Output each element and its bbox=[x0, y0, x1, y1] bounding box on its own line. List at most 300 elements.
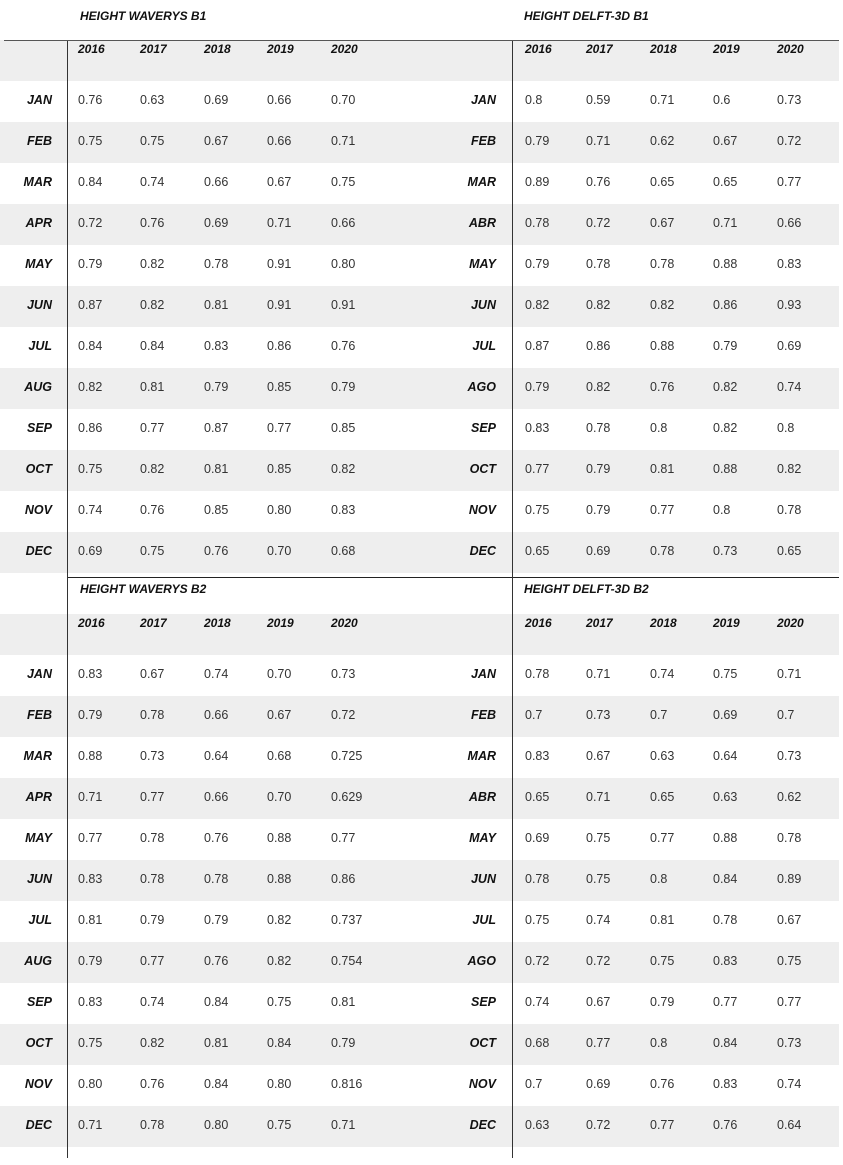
table-row bbox=[421, 532, 839, 573]
table-row bbox=[0, 81, 421, 122]
table-row bbox=[0, 778, 421, 819]
table-cell: 0.83 bbox=[525, 421, 550, 435]
table-cell: 0.68 bbox=[267, 749, 292, 763]
month-label: SEP bbox=[470, 995, 496, 1009]
month-label: SEP bbox=[26, 421, 52, 435]
table-cell: 0.81 bbox=[78, 913, 103, 927]
table-cell: 0.6 bbox=[713, 93, 731, 107]
table-cell: 0.83 bbox=[777, 257, 802, 271]
table-cell: 0.67 bbox=[650, 216, 675, 230]
month-label: OCT bbox=[469, 1036, 496, 1050]
table-cell: 0.73 bbox=[586, 708, 611, 722]
table-cell: 0.78 bbox=[586, 257, 611, 271]
table-cell: 0.72 bbox=[525, 954, 550, 968]
table-cell: 0.82 bbox=[586, 380, 611, 394]
table-row bbox=[421, 163, 839, 204]
table-cell: 0.78 bbox=[140, 1118, 165, 1132]
table-cell: 0.81 bbox=[204, 1036, 229, 1050]
left-column-divider bbox=[67, 41, 68, 1158]
table-waverys-b2 bbox=[0, 614, 421, 1147]
table-row bbox=[421, 491, 839, 532]
table-cell: 0.79 bbox=[525, 134, 550, 148]
table-cell: 0.65 bbox=[525, 544, 550, 558]
year-header: 2019 bbox=[267, 616, 294, 630]
table-cell: 0.85 bbox=[267, 462, 292, 476]
table-cell: 0.70 bbox=[331, 93, 356, 107]
table-row bbox=[421, 737, 839, 778]
table-cell: 0.88 bbox=[713, 462, 738, 476]
year-header: 2020 bbox=[331, 42, 358, 56]
table-row bbox=[0, 450, 421, 491]
month-label: ABR bbox=[468, 216, 496, 230]
table-cell: 0.78 bbox=[650, 257, 675, 271]
table-cell: 0.73 bbox=[777, 749, 802, 763]
table-row bbox=[0, 860, 421, 901]
year-header: 2019 bbox=[267, 42, 294, 56]
table-row bbox=[421, 204, 839, 245]
table-row bbox=[0, 1106, 421, 1147]
table-row bbox=[421, 450, 839, 491]
table-cell: 0.82 bbox=[525, 298, 550, 312]
year-header: 2020 bbox=[777, 616, 804, 630]
table-cell: 0.70 bbox=[267, 790, 292, 804]
month-label: FEB bbox=[27, 134, 52, 148]
table-row bbox=[0, 368, 421, 409]
table-cell: 0.66 bbox=[331, 216, 356, 230]
table-cell: 0.84 bbox=[713, 1036, 738, 1050]
table-cell: 0.88 bbox=[78, 749, 103, 763]
table-cell: 0.7 bbox=[525, 708, 543, 722]
year-header: 2019 bbox=[713, 616, 740, 630]
table-cell: 0.69 bbox=[204, 216, 229, 230]
table-cell: 0.78 bbox=[140, 872, 165, 886]
table-cell: 0.82 bbox=[777, 462, 802, 476]
table-cell: 0.74 bbox=[78, 503, 103, 517]
month-label: NOV bbox=[468, 503, 496, 517]
table-cell: 0.72 bbox=[78, 216, 103, 230]
table-cell: 0.79 bbox=[78, 708, 103, 722]
table-cell: 0.83 bbox=[713, 1077, 738, 1091]
table-row bbox=[421, 655, 839, 696]
month-label: NOV bbox=[24, 1077, 52, 1091]
table-cell: 0.80 bbox=[78, 1077, 103, 1091]
table-cell: 0.76 bbox=[331, 339, 356, 353]
month-label: NOV bbox=[468, 1077, 496, 1091]
table-cell: 0.65 bbox=[650, 790, 675, 804]
table-cell: 0.89 bbox=[777, 872, 802, 886]
table-cell: 0.82 bbox=[140, 298, 165, 312]
table-row bbox=[0, 942, 421, 983]
table-cell: 0.78 bbox=[204, 257, 229, 271]
year-header: 2018 bbox=[204, 616, 231, 630]
table-cell: 0.71 bbox=[331, 134, 356, 148]
month-label: MAY bbox=[25, 831, 52, 845]
table-cell: 0.72 bbox=[586, 1118, 611, 1132]
table-cell: 0.76 bbox=[140, 216, 165, 230]
year-header: 2017 bbox=[586, 42, 613, 56]
table-cell: 0.66 bbox=[267, 134, 292, 148]
month-label: DEC bbox=[469, 1118, 496, 1132]
month-label: APR bbox=[25, 216, 52, 230]
table-cell: 0.7 bbox=[777, 708, 795, 722]
table-cell: 0.83 bbox=[331, 503, 356, 517]
table-cell: 0.79 bbox=[586, 462, 611, 476]
table-cell: 0.77 bbox=[267, 421, 292, 435]
table-row bbox=[421, 409, 839, 450]
table-cell: 0.75 bbox=[267, 1118, 292, 1132]
year-header: 2019 bbox=[713, 42, 740, 56]
table-cell: 0.85 bbox=[331, 421, 356, 435]
table-cell: 0.63 bbox=[140, 93, 165, 107]
table-cell: 0.78 bbox=[525, 872, 550, 886]
top-rule bbox=[4, 40, 839, 41]
table-cell: 0.69 bbox=[204, 93, 229, 107]
table-cell: 0.80 bbox=[267, 503, 292, 517]
middle-rule bbox=[68, 577, 839, 578]
month-label: FEB bbox=[471, 134, 496, 148]
table-row bbox=[0, 327, 421, 368]
month-label: APR bbox=[25, 790, 52, 804]
table-cell: 0.68 bbox=[525, 1036, 550, 1050]
table-cell: 0.71 bbox=[331, 1118, 356, 1132]
table-cell: 0.69 bbox=[525, 831, 550, 845]
table-cell: 0.71 bbox=[78, 1118, 103, 1132]
table-cell: 0.78 bbox=[140, 831, 165, 845]
table-cell: 0.83 bbox=[78, 872, 103, 886]
table-title-waverys-b2: HEIGHT WAVERYS B2 bbox=[80, 582, 207, 596]
table-cell: 0.76 bbox=[586, 175, 611, 189]
table-cell: 0.79 bbox=[204, 913, 229, 927]
table-cell: 0.59 bbox=[586, 93, 611, 107]
year-header: 2017 bbox=[140, 616, 167, 630]
table-title-delft-b1: HEIGHT DELFT-3D B1 bbox=[524, 9, 649, 23]
year-header: 2016 bbox=[78, 616, 105, 630]
table-cell: 0.81 bbox=[650, 462, 675, 476]
table-cell: 0.77 bbox=[777, 175, 802, 189]
month-label: MAR bbox=[23, 175, 52, 189]
table-cell: 0.77 bbox=[650, 1118, 675, 1132]
month-label: JUL bbox=[472, 339, 496, 353]
table-row bbox=[421, 860, 839, 901]
table-cell: 0.85 bbox=[204, 503, 229, 517]
table-row bbox=[421, 327, 839, 368]
table-cell: 0.79 bbox=[140, 913, 165, 927]
table-cell: 0.86 bbox=[267, 339, 292, 353]
year-header: 2020 bbox=[331, 616, 358, 630]
table-cell: 0.88 bbox=[650, 339, 675, 353]
table-row bbox=[421, 901, 839, 942]
table-cell: 0.84 bbox=[204, 995, 229, 1009]
table-cell: 0.8 bbox=[525, 93, 543, 107]
table-cell: 0.66 bbox=[204, 790, 229, 804]
table-cell: 0.78 bbox=[204, 872, 229, 886]
table-cell: 0.75 bbox=[140, 544, 165, 558]
table-cell: 0.65 bbox=[525, 790, 550, 804]
table-cell: 0.7 bbox=[525, 1077, 543, 1091]
table-cell: 0.69 bbox=[777, 339, 802, 353]
table-cell: 0.63 bbox=[713, 790, 738, 804]
month-label: OCT bbox=[469, 462, 496, 476]
table-cell: 0.78 bbox=[713, 913, 738, 927]
table-cell: 0.72 bbox=[586, 216, 611, 230]
table-row bbox=[0, 491, 421, 532]
table-cell: 0.65 bbox=[777, 544, 802, 558]
month-label: JUL bbox=[472, 913, 496, 927]
table-cell: 0.91 bbox=[267, 298, 292, 312]
table-cell: 0.62 bbox=[650, 134, 675, 148]
table-cell: 0.74 bbox=[140, 175, 165, 189]
table-cell: 0.67 bbox=[267, 175, 292, 189]
table-cell: 0.75 bbox=[78, 1036, 103, 1050]
table-cell: 0.76 bbox=[713, 1118, 738, 1132]
month-label: AUG bbox=[24, 380, 52, 394]
table-cell: 0.77 bbox=[331, 831, 356, 845]
month-label: JUL bbox=[28, 913, 52, 927]
month-label: SEP bbox=[470, 421, 496, 435]
month-label: SEP bbox=[26, 995, 52, 1009]
table-cell: 0.72 bbox=[777, 134, 802, 148]
table-cell: 0.74 bbox=[586, 913, 611, 927]
table-row bbox=[421, 81, 839, 122]
table-cell: 0.91 bbox=[331, 298, 356, 312]
month-label: OCT bbox=[25, 1036, 52, 1050]
month-label: AGO bbox=[467, 954, 496, 968]
table-cell: 0.8 bbox=[650, 1036, 668, 1050]
year-header: 2016 bbox=[78, 42, 105, 56]
table-title-waverys-b1: HEIGHT WAVERYS B1 bbox=[80, 9, 207, 23]
table-cell: 0.82 bbox=[267, 954, 292, 968]
month-label: NOV bbox=[24, 503, 52, 517]
month-label: JAN bbox=[470, 667, 496, 681]
table-cell: 0.77 bbox=[525, 462, 550, 476]
table-cell: 0.70 bbox=[267, 544, 292, 558]
header-row bbox=[0, 40, 421, 81]
table-cell: 0.78 bbox=[586, 421, 611, 435]
table-cell: 0.82 bbox=[140, 462, 165, 476]
table-cell: 0.76 bbox=[78, 93, 103, 107]
table-cell: 0.79 bbox=[586, 503, 611, 517]
table-cell: 0.78 bbox=[650, 544, 675, 558]
table-cell: 0.77 bbox=[650, 831, 675, 845]
table-cell: 0.63 bbox=[650, 749, 675, 763]
table-cell: 0.84 bbox=[267, 1036, 292, 1050]
table-cell: 0.84 bbox=[78, 339, 103, 353]
table-cell: 0.86 bbox=[586, 339, 611, 353]
table-cell: 0.66 bbox=[267, 93, 292, 107]
table-row bbox=[0, 1065, 421, 1106]
table-cell: 0.69 bbox=[78, 544, 103, 558]
table-row bbox=[0, 819, 421, 860]
table-cell: 0.77 bbox=[713, 995, 738, 1009]
table-cell: 0.78 bbox=[777, 503, 802, 517]
table-cell: 0.82 bbox=[140, 1036, 165, 1050]
table-cell: 0.8 bbox=[777, 421, 795, 435]
table-cell: 0.69 bbox=[586, 544, 611, 558]
month-label: DEC bbox=[25, 544, 52, 558]
table-title-delft-b2: HEIGHT DELFT-3D B2 bbox=[524, 582, 649, 596]
table-cell: 0.87 bbox=[525, 339, 550, 353]
table-cell: 0.75 bbox=[777, 954, 802, 968]
table-cell: 0.77 bbox=[78, 831, 103, 845]
table-cell: 0.81 bbox=[204, 462, 229, 476]
table-cell: 0.74 bbox=[777, 380, 802, 394]
month-label: JUL bbox=[28, 339, 52, 353]
table-cell: 0.75 bbox=[650, 954, 675, 968]
table-cell: 0.82 bbox=[586, 298, 611, 312]
table-row bbox=[0, 737, 421, 778]
table-row bbox=[421, 1106, 839, 1147]
table-cell: 0.79 bbox=[78, 954, 103, 968]
month-label: DEC bbox=[25, 1118, 52, 1132]
table-cell: 0.78 bbox=[525, 667, 550, 681]
table-cell: 0.80 bbox=[331, 257, 356, 271]
table-row bbox=[421, 942, 839, 983]
table-row bbox=[0, 983, 421, 1024]
header-row bbox=[421, 614, 839, 655]
table-row bbox=[0, 901, 421, 942]
table-waverys-b1 bbox=[0, 40, 421, 573]
table-cell: 0.68 bbox=[331, 544, 356, 558]
table-cell: 0.76 bbox=[650, 380, 675, 394]
month-label: OCT bbox=[25, 462, 52, 476]
table-cell: 0.79 bbox=[525, 380, 550, 394]
month-label: MAR bbox=[23, 749, 52, 763]
table-cell: 0.88 bbox=[267, 872, 292, 886]
table-cell: 0.82 bbox=[140, 257, 165, 271]
table-cell: 0.69 bbox=[713, 708, 738, 722]
table-cell: 0.71 bbox=[777, 667, 802, 681]
table-cell: 0.67 bbox=[713, 134, 738, 148]
table-cell: 0.71 bbox=[586, 667, 611, 681]
table-row bbox=[421, 819, 839, 860]
month-label: JAN bbox=[26, 93, 52, 107]
table-cell: 0.67 bbox=[586, 995, 611, 1009]
table-cell: 0.88 bbox=[713, 831, 738, 845]
table-cell: 0.67 bbox=[777, 913, 802, 927]
year-header: 2018 bbox=[650, 616, 677, 630]
table-cell: 0.64 bbox=[713, 749, 738, 763]
table-row bbox=[421, 983, 839, 1024]
table-cell: 0.80 bbox=[267, 1077, 292, 1091]
table-cell: 0.75 bbox=[140, 134, 165, 148]
year-header: 2020 bbox=[777, 42, 804, 56]
table-cell: 0.77 bbox=[140, 421, 165, 435]
table-row bbox=[0, 1024, 421, 1065]
table-cell: 0.73 bbox=[331, 667, 356, 681]
year-header: 2016 bbox=[525, 42, 552, 56]
table-cell: 0.86 bbox=[331, 872, 356, 886]
table-cell: 0.65 bbox=[713, 175, 738, 189]
table-cell: 0.77 bbox=[650, 503, 675, 517]
table-cell: 0.87 bbox=[204, 421, 229, 435]
center-column-divider bbox=[512, 41, 513, 1158]
table-cell: 0.75 bbox=[586, 872, 611, 886]
table-cell: 0.71 bbox=[586, 134, 611, 148]
month-label: JUN bbox=[470, 872, 496, 886]
year-header: 2018 bbox=[204, 42, 231, 56]
month-label: DEC bbox=[469, 544, 496, 558]
table-cell: 0.78 bbox=[777, 831, 802, 845]
table-delft-b2 bbox=[421, 614, 839, 1147]
month-label: FEB bbox=[471, 708, 496, 722]
year-header: 2017 bbox=[586, 616, 613, 630]
table-cell: 0.77 bbox=[586, 1036, 611, 1050]
month-label: JUN bbox=[26, 298, 52, 312]
table-cell: 0.71 bbox=[713, 216, 738, 230]
table-cell: 0.80 bbox=[204, 1118, 229, 1132]
table-cell: 0.88 bbox=[267, 831, 292, 845]
table-cell: 0.77 bbox=[140, 954, 165, 968]
table-cell: 0.63 bbox=[525, 1118, 550, 1132]
year-header: 2018 bbox=[650, 42, 677, 56]
table-row bbox=[0, 409, 421, 450]
table-cell: 0.74 bbox=[777, 1077, 802, 1091]
table-cell: 0.82 bbox=[78, 380, 103, 394]
table-row bbox=[0, 286, 421, 327]
table-cell: 0.82 bbox=[267, 913, 292, 927]
table-cell: 0.74 bbox=[650, 667, 675, 681]
table-cell: 0.67 bbox=[267, 708, 292, 722]
table-cell: 0.754 bbox=[331, 954, 363, 968]
table-cell: 0.91 bbox=[267, 257, 292, 271]
table-cell: 0.66 bbox=[204, 175, 229, 189]
table-cell: 0.73 bbox=[713, 544, 738, 558]
table-row bbox=[0, 245, 421, 286]
header-row bbox=[421, 40, 839, 81]
month-label: MAR bbox=[467, 175, 496, 189]
table-cell: 0.76 bbox=[140, 503, 165, 517]
table-cell: 0.84 bbox=[713, 872, 738, 886]
month-label: AUG bbox=[24, 954, 52, 968]
table-cell: 0.86 bbox=[78, 421, 103, 435]
table-cell: 0.88 bbox=[713, 257, 738, 271]
table-row bbox=[0, 122, 421, 163]
table-cell: 0.8 bbox=[713, 503, 731, 517]
table-cell: 0.76 bbox=[204, 831, 229, 845]
month-label: MAY bbox=[469, 831, 496, 845]
table-row bbox=[421, 1024, 839, 1065]
table-cell: 0.84 bbox=[78, 175, 103, 189]
table-cell: 0.725 bbox=[331, 749, 363, 763]
table-cell: 0.8 bbox=[650, 872, 668, 886]
table-cell: 0.83 bbox=[204, 339, 229, 353]
table-cell: 0.65 bbox=[650, 175, 675, 189]
table-cell: 0.83 bbox=[78, 995, 103, 1009]
table-cell: 0.79 bbox=[331, 1036, 356, 1050]
header-row bbox=[0, 614, 421, 655]
table-row bbox=[421, 286, 839, 327]
table-cell: 0.83 bbox=[525, 749, 550, 763]
table-cell: 0.74 bbox=[525, 995, 550, 1009]
table-cell: 0.67 bbox=[586, 749, 611, 763]
table-cell: 0.77 bbox=[140, 790, 165, 804]
table-row bbox=[421, 122, 839, 163]
table-cell: 0.72 bbox=[586, 954, 611, 968]
month-label: JUN bbox=[470, 298, 496, 312]
table-cell: 0.75 bbox=[525, 503, 550, 517]
table-cell: 0.83 bbox=[78, 667, 103, 681]
table-cell: 0.81 bbox=[204, 298, 229, 312]
table-cell: 0.82 bbox=[713, 380, 738, 394]
month-label: JAN bbox=[26, 667, 52, 681]
table-cell: 0.71 bbox=[78, 790, 103, 804]
table-row bbox=[421, 1065, 839, 1106]
table-cell: 0.64 bbox=[777, 1118, 802, 1132]
table-cell: 0.78 bbox=[140, 708, 165, 722]
table-cell: 0.78 bbox=[525, 216, 550, 230]
table-cell: 0.73 bbox=[777, 1036, 802, 1050]
table-cell: 0.76 bbox=[650, 1077, 675, 1091]
